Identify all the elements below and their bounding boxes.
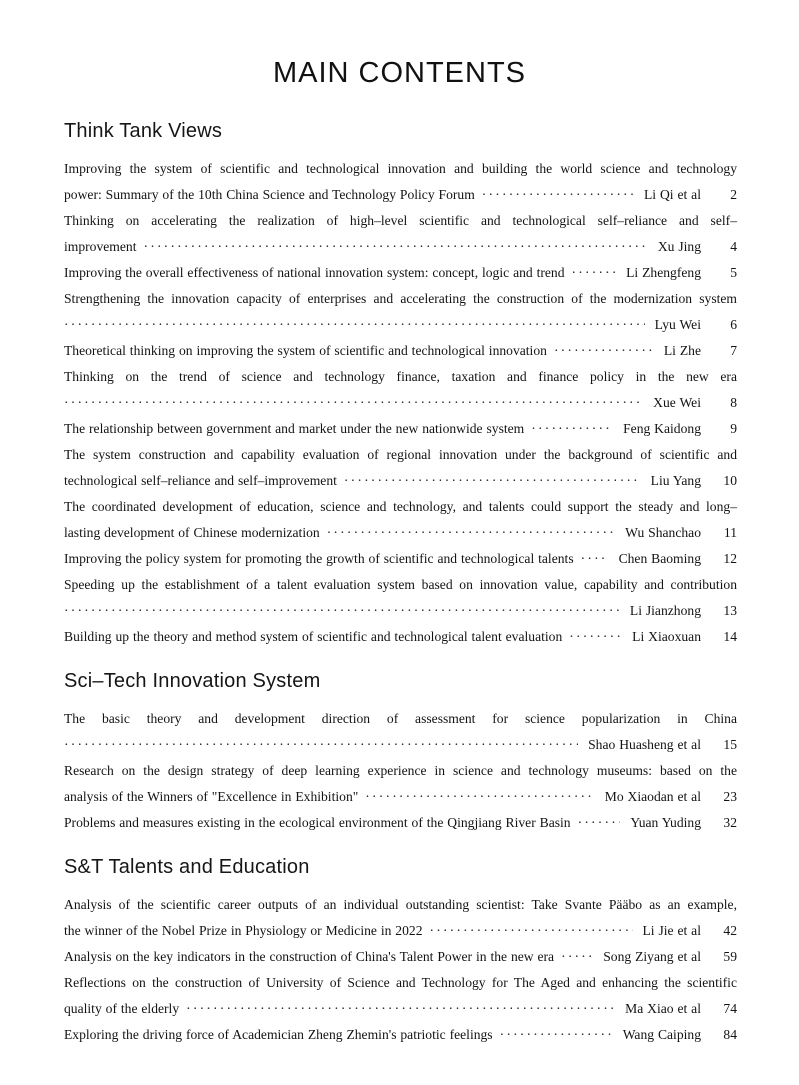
entry-ref-line bbox=[64, 944, 737, 970]
toc-entry bbox=[64, 944, 737, 970]
entry-page-number: 10 bbox=[723, 473, 737, 488]
entry-author: Xu Jing bbox=[657, 239, 701, 254]
entry-ref-line bbox=[64, 624, 737, 650]
dot-leader bbox=[581, 546, 609, 572]
entry-title-line: Improving the system of scientific and technological innovation and building the world science and technology bbox=[64, 161, 737, 176]
entry-page-number: 5 bbox=[730, 265, 737, 280]
entry-ref-line bbox=[64, 784, 737, 810]
entry-title-text: Problems and measures existing in the ecological environment of the Qingjiang River Basin bbox=[64, 815, 571, 830]
entry-page-number: 42 bbox=[723, 923, 737, 938]
entry-page-number: 11 bbox=[723, 525, 737, 540]
toc-entry bbox=[64, 572, 737, 624]
section-heading: S&T Talents and Education bbox=[64, 856, 310, 878]
entry-author: Wang Caiping bbox=[622, 1027, 701, 1042]
entry-author: Ma Xiao et al bbox=[625, 1001, 701, 1016]
entry-ref-line bbox=[64, 468, 737, 494]
entry-title-text: quality of the elderly bbox=[64, 1001, 180, 1016]
entry-ref-line bbox=[64, 416, 737, 442]
entry-page-number: 2 bbox=[730, 187, 737, 202]
toc-entry bbox=[64, 494, 737, 546]
toc-content bbox=[64, 120, 737, 1048]
entry-title-line: The coordinated development of education, science and technology, and talents could support the steady and long– bbox=[64, 499, 737, 514]
section-heading: Sci–Tech Innovation System bbox=[64, 670, 321, 692]
entry-ref-line bbox=[64, 234, 737, 260]
entry-page-number: 23 bbox=[723, 789, 737, 804]
toc-entry bbox=[64, 706, 737, 758]
entry-page-number: 9 bbox=[730, 421, 737, 436]
entry-title-text: Improving the overall effectiveness of national innovation system: concept, logic and trend bbox=[64, 265, 565, 280]
entry-ref-line bbox=[64, 312, 737, 338]
dot-leader bbox=[569, 624, 622, 650]
entry-title-text: Analysis on the key indicators in the construction of China's Talent Power in the new era bbox=[64, 949, 555, 964]
entry-page-number: 8 bbox=[730, 395, 737, 410]
entry-title-line: Analysis of the scientific career outputs of an individual outstanding scientist: Take Svante Pääbo as an example, bbox=[64, 897, 737, 912]
dot-leader bbox=[572, 260, 617, 286]
toc-entry bbox=[64, 758, 737, 810]
entry-title-text: improvement bbox=[64, 239, 137, 254]
entry-page-number: 74 bbox=[723, 1001, 737, 1016]
dot-leader bbox=[186, 996, 615, 1022]
dot-leader bbox=[344, 468, 641, 494]
entry-author: Feng Kaidong bbox=[623, 421, 701, 436]
entry-title-line: Thinking on the trend of science and technology finance, taxation and finance policy in the new era bbox=[64, 369, 737, 384]
entry-page-number: 14 bbox=[723, 629, 737, 644]
entry-page-number: 13 bbox=[723, 603, 737, 618]
entry-title-line: Strengthening the innovation capacity of enterprises and accelerating the construction of the modernization system bbox=[64, 291, 737, 306]
toc-entry bbox=[64, 810, 737, 836]
dot-leader bbox=[327, 520, 615, 546]
entry-author: Li Xiaoxuan bbox=[632, 629, 701, 644]
entry-ref-line bbox=[64, 598, 737, 624]
entry-author: Li Qi et al bbox=[644, 187, 701, 202]
entry-author: Yuan Yuding bbox=[630, 815, 701, 830]
entry-ref-line bbox=[64, 810, 737, 836]
toc-entry bbox=[64, 624, 737, 650]
entry-ref-line bbox=[64, 732, 737, 758]
toc-entry bbox=[64, 970, 737, 1022]
dot-leader bbox=[143, 234, 647, 260]
entry-ref-line bbox=[64, 390, 737, 416]
entry-page-number: 32 bbox=[723, 815, 737, 830]
dot-leader bbox=[430, 918, 633, 944]
entry-author: Li Zhe bbox=[663, 343, 701, 358]
entry-title-text: lasting development of Chinese modernization bbox=[64, 525, 320, 540]
entry-title-line: The system construction and capability evaluation of regional innovation under the background of scientific and bbox=[64, 447, 737, 462]
dot-leader bbox=[500, 1022, 613, 1048]
toc-entry bbox=[64, 416, 737, 442]
entry-author: Shao Huasheng et al bbox=[588, 737, 701, 752]
entry-title-text: technological self–reliance and self–improvement bbox=[64, 473, 337, 488]
entry-page-number: 59 bbox=[723, 949, 737, 964]
toc-entry bbox=[64, 892, 737, 944]
dot-leader bbox=[64, 390, 643, 416]
dot-leader bbox=[561, 944, 593, 970]
entry-title-text: Building up the theory and method system of scientific and technological talent evaluation bbox=[64, 629, 563, 644]
entry-author: Wu Shanchao bbox=[625, 525, 701, 540]
toc-entry bbox=[64, 442, 737, 494]
dot-leader bbox=[64, 598, 620, 624]
entry-author: Liu Yang bbox=[650, 473, 701, 488]
entry-title-text: The relationship between government and market under the new nationwide system bbox=[64, 421, 525, 436]
entry-title-text: Exploring the driving force of Academician Zheng Zhemin's patriotic feelings bbox=[64, 1027, 493, 1042]
entry-title-line: Thinking on accelerating the realization of high–level scientific and technological self–reliance and self– bbox=[64, 213, 737, 228]
dot-leader bbox=[554, 338, 654, 364]
entry-author: Xue Wei bbox=[653, 395, 701, 410]
entry-author: Li Zhengfeng bbox=[626, 265, 701, 280]
entry-page-number: 7 bbox=[730, 343, 737, 358]
entry-title-text: power: Summary of the 10th China Science and Technology Policy Forum bbox=[64, 187, 475, 202]
toc-entry bbox=[64, 546, 737, 572]
entry-author: Chen Baoming bbox=[618, 551, 701, 566]
entry-ref-line bbox=[64, 996, 737, 1022]
entry-title-line: Reflections on the construction of University of Science and Technology for The Aged and enhancing the scientific bbox=[64, 975, 737, 990]
entry-title-line: The basic theory and development direction of assessment for science popularization in China bbox=[64, 711, 737, 726]
toc-entry bbox=[64, 286, 737, 338]
toc-section bbox=[64, 856, 737, 1048]
entry-author: Lyu Wei bbox=[654, 317, 701, 332]
entry-page-number: 4 bbox=[730, 239, 737, 254]
dot-leader bbox=[64, 732, 578, 758]
toc-entry bbox=[64, 208, 737, 260]
toc-entry bbox=[64, 364, 737, 416]
entry-author: Li Jianzhong bbox=[629, 603, 701, 618]
entry-author: Li Jie et al bbox=[642, 923, 701, 938]
entry-ref-line bbox=[64, 1022, 737, 1048]
entry-ref-line bbox=[64, 520, 737, 546]
toc-entry bbox=[64, 260, 737, 286]
toc-entry bbox=[64, 338, 737, 364]
entry-ref-line bbox=[64, 260, 737, 286]
entry-title-text: Theoretical thinking on improving the system of scientific and technological innovation bbox=[64, 343, 547, 358]
entry-title-text: the winner of the Nobel Prize in Physiology or Medicine in 2022 bbox=[64, 923, 423, 938]
dot-leader bbox=[531, 416, 613, 442]
entry-title-line: Research on the design strategy of deep learning experience in science and technology museums: based on the bbox=[64, 763, 737, 778]
entry-page-number: 6 bbox=[730, 317, 737, 332]
entry-ref-line bbox=[64, 182, 737, 208]
entry-ref-line bbox=[64, 918, 737, 944]
toc-entry bbox=[64, 156, 737, 208]
sections bbox=[64, 120, 737, 1048]
dot-leader bbox=[482, 182, 634, 208]
toc-entry bbox=[64, 1022, 737, 1048]
entry-title-text: Improving the policy system for promoting the growth of scientific and technological talents bbox=[64, 551, 574, 566]
section-heading: Think Tank Views bbox=[64, 120, 223, 142]
entry-title-line: Speeding up the establishment of a talent evaluation system based on innovation value, capability and contribution bbox=[64, 577, 737, 592]
toc-section bbox=[64, 670, 737, 836]
page-title: MAIN CONTENTS bbox=[272, 57, 527, 89]
dot-leader bbox=[64, 312, 645, 338]
entry-author: Song Ziyang et al bbox=[603, 949, 701, 964]
dot-leader bbox=[578, 810, 621, 836]
entry-page-number: 84 bbox=[723, 1027, 737, 1042]
dot-leader bbox=[365, 784, 594, 810]
entry-ref-line bbox=[64, 546, 737, 572]
entry-ref-line bbox=[64, 338, 737, 364]
entry-author: Mo Xiaodan et al bbox=[604, 789, 701, 804]
entry-page-number: 15 bbox=[723, 737, 737, 752]
toc-section bbox=[64, 120, 737, 650]
entry-page-number: 12 bbox=[723, 551, 737, 566]
entry-title-text: analysis of the Winners of "Excellence in Exhibition" bbox=[64, 789, 359, 804]
